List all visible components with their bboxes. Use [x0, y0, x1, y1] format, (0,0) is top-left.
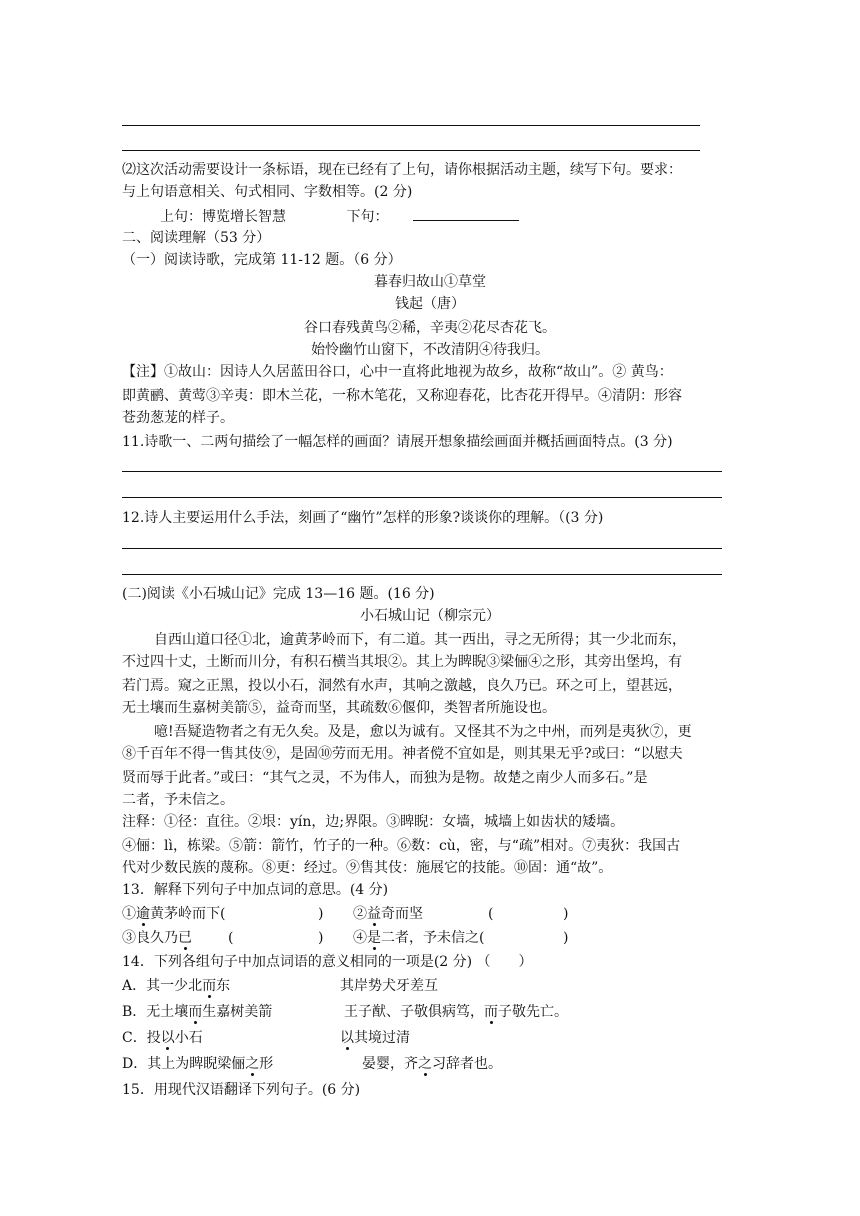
- prose-line: 二者，予未信之。: [122, 792, 234, 808]
- option-text: 其岸势犬牙差互: [340, 978, 438, 994]
- prose-note: ④俪：lì，栋梁。⑤箭：箭竹，竹子的一种。⑥数：cù，密，与“疏”相对。⑦夷狄：我国古: [122, 838, 681, 854]
- option-text: 无土壤: [146, 1004, 189, 1020]
- q13-item-prefix: ②: [353, 906, 367, 922]
- dotted-word: 逾: [136, 906, 150, 922]
- q14-option-c-left: [122, 1028, 203, 1048]
- q13-item-prefix: ①: [122, 906, 136, 922]
- q13-item-3: [122, 928, 192, 948]
- prose-line: 贤而辱于此者。”或曰：“其气之灵，不为伟人，而独为是物。故楚之南少人而多石。”是: [122, 770, 648, 786]
- q13-item-text: 奇而坚: [381, 906, 423, 922]
- q13-close-paren: ): [563, 930, 569, 946]
- question-15: 15．用现代汉语翻译下列句子。(6 分): [122, 1082, 361, 1098]
- prose-line: ⑧千百年不得一售其伎⑨，是固⑩劳而无用。神者傥不宜如是，则其果无乎?或曰：“以慰夫: [122, 746, 683, 762]
- answer-line: [122, 574, 722, 575]
- poem-line-1: 谷口春残黄鸟②稀，辛夷②花尽杏花飞。: [304, 320, 556, 336]
- q13-close-paren: ): [318, 930, 324, 946]
- dotted-word: 之: [418, 1056, 432, 1072]
- answer-line: [122, 150, 700, 151]
- q13-item-prefix: ④: [353, 930, 367, 946]
- poem-title: 暮春归故山①草堂: [374, 274, 486, 290]
- dotted-word: 而: [188, 1004, 203, 1020]
- dotted-word: 已: [178, 930, 192, 946]
- option-text: 其上为睥睨梁俪: [147, 1056, 246, 1072]
- q13-item-prefix: ③良久乃: [122, 930, 178, 946]
- prose-section-heading: (二)阅读《小石城山记》完成 13—16 题。(16 分): [122, 586, 435, 602]
- prose-line: 噫!吾疑造物者之有无久矣。及是，愈以为诚有。又怪其不为之中州，而列是夷狄⑦，更: [154, 724, 692, 740]
- prose-line: 不过四十丈，土断而川分，有积石横当其垠②。其上为睥睨③梁俪④之形，其旁出堡坞，有: [122, 654, 682, 670]
- dotted-word: 之: [245, 1056, 260, 1072]
- prose-title: 小石城山记（柳宗元）: [360, 608, 500, 624]
- dotted-word: 以: [340, 1030, 354, 1046]
- prose-line: 无土壤而生嘉树美箭⑤，益奇而坚，其疏数⑥偃仰，类智者所施设也。: [122, 700, 556, 716]
- q13-open-paren: (: [228, 930, 234, 946]
- option-label: C．: [122, 1030, 147, 1046]
- q10-couplet: [160, 206, 519, 227]
- answer-line: [122, 471, 722, 472]
- question-12: 12.诗人主要运用什么手法，刻画了“幽竹”怎样的形象?谈谈你的理解。（(3 分): [122, 510, 604, 526]
- option-label: D．: [122, 1056, 148, 1072]
- prose-line: 若门焉。窥之正黑，投以小石，洞然有水声，其响之激越，良久乃已。环之可上，望甚远，: [122, 678, 682, 694]
- dotted-word: 是: [367, 930, 381, 946]
- q10-part2-line2: 与上句语意相关、句式相同、字数相等。(2 分): [122, 184, 413, 200]
- option-text: 东: [216, 978, 231, 994]
- option-text: 投: [146, 1030, 161, 1046]
- option-label: A．: [122, 978, 147, 994]
- q14-option-b-left: [122, 1002, 272, 1022]
- q14-option-d-right: [362, 1054, 502, 1074]
- dotted-word: 益: [367, 906, 381, 922]
- option-text: 王子猷、子敬俱病笃，: [344, 1004, 484, 1020]
- option-text: 生嘉树美箭: [202, 1004, 273, 1020]
- option-text: 晏婴，齐: [362, 1056, 418, 1072]
- upper-line: 上句：博览增长智慧: [160, 209, 286, 225]
- question-14: 14．下列各组句子中加点词语的意义相同的一项是(2 分) （ ）: [122, 954, 533, 970]
- q13-item-text: 二者，予未信之(: [381, 930, 485, 946]
- option-text: 习辞者也。: [432, 1056, 502, 1072]
- q13-item-text: 黄茅岭而下(: [150, 906, 226, 922]
- answer-line: [122, 548, 722, 549]
- poem-section-heading: （一）阅读诗歌，完成第 11-12 题。（6 分）: [122, 252, 402, 268]
- q13-open-paren: (: [488, 906, 494, 922]
- question-13: 13．解释下列句子中加点词的意思。(4 分): [122, 882, 389, 898]
- lower-line-blank[interactable]: [413, 206, 519, 221]
- poem-line-2: 始怜幽竹山窗下，不改清阴④待我归。: [311, 342, 549, 358]
- prose-note: 注释：①径：直往。②垠：yín，边;界限。③睥睨：女墙，城墙上如齿状的矮墙。: [122, 814, 625, 830]
- q13-item-4: [353, 928, 484, 948]
- dotted-word: 以: [160, 1030, 175, 1046]
- option-text: 小石: [174, 1030, 203, 1046]
- question-11: 11.诗歌一、二两句描绘了一幅怎样的画面？请展开想象描绘画面并概括画面特点。(3 分): [122, 434, 673, 450]
- option-text: 子敬先亡。: [498, 1004, 568, 1020]
- q14-option-a-left: [122, 976, 230, 996]
- q14-option-a-right: [340, 976, 438, 996]
- poem-author: 钱起（唐）: [395, 296, 465, 312]
- poem-note: 【注】①故山：因诗人久居蓝田谷口，心中一直将此地视为故乡，故称“故山”。② 黄鸟：: [122, 364, 673, 380]
- q13-close-paren: ): [318, 906, 324, 922]
- poem-note: 苍劲葱茏的样子。: [122, 410, 234, 426]
- answer-line: [122, 125, 700, 126]
- dotted-word: 而: [484, 1004, 498, 1020]
- q13-item-1: [122, 904, 225, 924]
- prose-line: 自西山道口径①北，逾黄茅岭而下，有二道。其一西出，寻之无所得；其一少北而东，: [154, 632, 686, 648]
- poem-note: 即黄鹂、黄莺③辛夷：即木兰花，一称木笔花，又称迎春花，比杏花开得早。④清阴：形容: [122, 388, 682, 404]
- section-two-heading: 二、阅读理解（53 分）: [122, 230, 271, 246]
- q14-option-b-right: [344, 1002, 568, 1022]
- prose-note: 代对少数民族的蔑称。⑧更：经过。⑨售其伎：施展它的技能。⑩固：通“故”。: [122, 860, 613, 876]
- lower-line-label: 下句：: [346, 209, 389, 225]
- q14-option-c-right: [340, 1028, 410, 1048]
- option-text: 其一少北: [146, 978, 203, 994]
- q13-item-2: [353, 904, 423, 924]
- option-text: 其境过清: [354, 1030, 410, 1046]
- option-text: 形: [259, 1056, 274, 1072]
- option-label: B．: [122, 1004, 147, 1020]
- q14-option-d-left: [122, 1054, 273, 1074]
- dotted-word: 而: [202, 978, 217, 994]
- q10-part2-line1: ⑵这次活动需要设计一条标语，现在已经有了上句，请你根据活动主题，续写下句。要求：: [122, 162, 682, 178]
- q13-close-paren: ): [563, 906, 569, 922]
- answer-line: [122, 497, 722, 498]
